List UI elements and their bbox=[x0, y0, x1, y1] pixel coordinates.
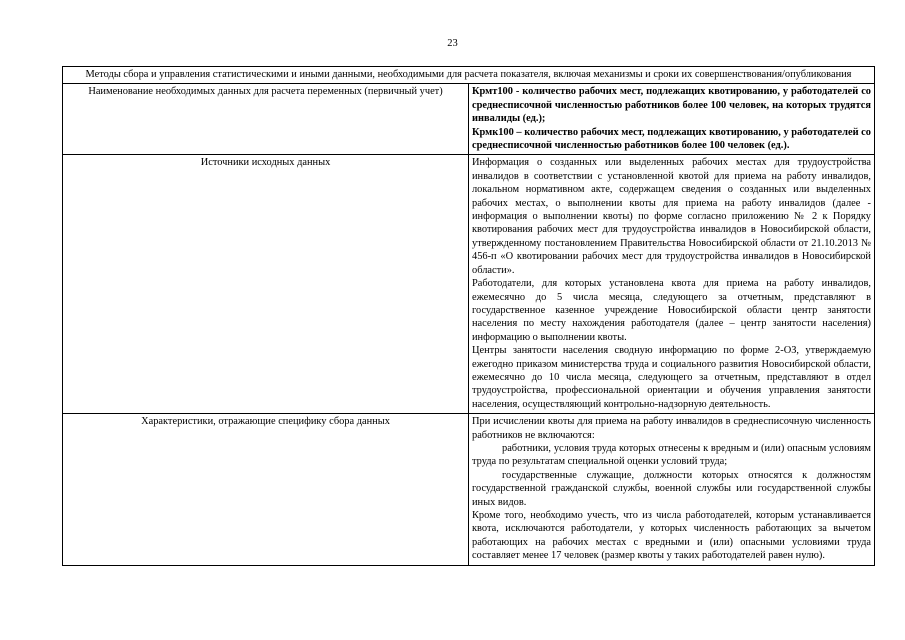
table-header-row bbox=[63, 67, 875, 84]
row-content-primary-data bbox=[469, 84, 875, 155]
row-content-collection-specifics bbox=[469, 414, 875, 565]
paragraph: При исчислении квоты для приема на работу инвалидов в среднесписочную численность работников не включаются: bbox=[472, 416, 871, 441]
row-label-primary-data: Наименование необходимых данных для расчета переменных (первичный учет) bbox=[63, 84, 469, 155]
table-row bbox=[63, 155, 875, 414]
table-row bbox=[63, 84, 875, 155]
variable-definition: Крмт100 - количество рабочих мест, подлежащих квотированию, у работодателей со среднесписочной численностью работников более 100 человек, на которых трудятся инвалиды (ед.); bbox=[472, 86, 871, 125]
row-label-data-sources: Источники исходных данных bbox=[63, 155, 469, 414]
paragraph: Центры занятости населения сводную информацию по форме 2-ОЗ, утверждаемую ежегодно приказом министерства труда и социального развития Новосибирской области, ежемесячно до 10 числа месяца, следующего за отчетным, представляют в отдел трудоустройства, профессиональной ориентации и обучения управления занятости населения, осуществляющий контрольно-надзорную деятельность. bbox=[472, 345, 871, 410]
row-label-collection-specifics: Характеристики, отражающие специфику сбора данных bbox=[63, 414, 469, 565]
list-item: работники, условия труда которых отнесены к вредным и (или) опасным условиям труда по результатам специальной оценки условий труда; bbox=[472, 442, 871, 468]
paragraph: Работодатели, для которых установлена квота для приема на работу инвалидов, ежемесячно до 5 числа месяца, следующего за отчетным, представляют в государственное казенное учреждение Новосибирской области центр занятости населения по месту нахождения работодателя (далее – центр занятости населения) информацию о выполнении квоты. bbox=[472, 278, 871, 343]
indicator-methods-table bbox=[62, 66, 875, 566]
table-header: Методы сбора и управления статистическими и иными данными, необходимыми для расчета показателя, включая механизмы и сроки их совершенствования/опубликования bbox=[63, 67, 875, 84]
paragraph: Кроме того, необходимо учесть, что из числа работодателей, которым устанавливается квота, исключаются работодатели, у которых численность работающих за вычетом работающих на рабочих местах с вредными и (или) опасными условиями труда составляет менее 17 человек (размер квоты у таких работодателей равен нулю). bbox=[472, 510, 871, 562]
list-item: государственные служащие, должности которых относятся к должностям государственной гражданской службы, военной службы или государственной службы иных видов. bbox=[472, 469, 871, 508]
paragraph: Информация о созданных или выделенных рабочих местах для трудоустройства инвалидов в соответствии с установленной квотой для приема на работу инвалидов, локальном нормативном акте, содержащем сведения о созданных или выделенных рабочих местах, о выполнении квоты для приема на работу инвалидов (далее - информация о выполнении квоты) по форме согласно приложению № 2 к Порядку квотирования рабочих мест для трудоустройства инвалидов в Новосибирской области, утвержденному постановлением Правительства Новосибирской области от 21.10.2013 № 456-п «О квотировании рабочих мест для трудоустройства инвалидов в Новосибирской области». bbox=[472, 157, 871, 276]
variable-definition: Крмк100 – количество рабочих мест, подлежащих квотированию, у работодателей со среднесписочной численностью работников более 100 человек (ед.). bbox=[472, 126, 871, 152]
row-content-data-sources bbox=[469, 155, 875, 414]
page-number: 23 bbox=[447, 38, 458, 49]
table-row bbox=[63, 414, 875, 565]
